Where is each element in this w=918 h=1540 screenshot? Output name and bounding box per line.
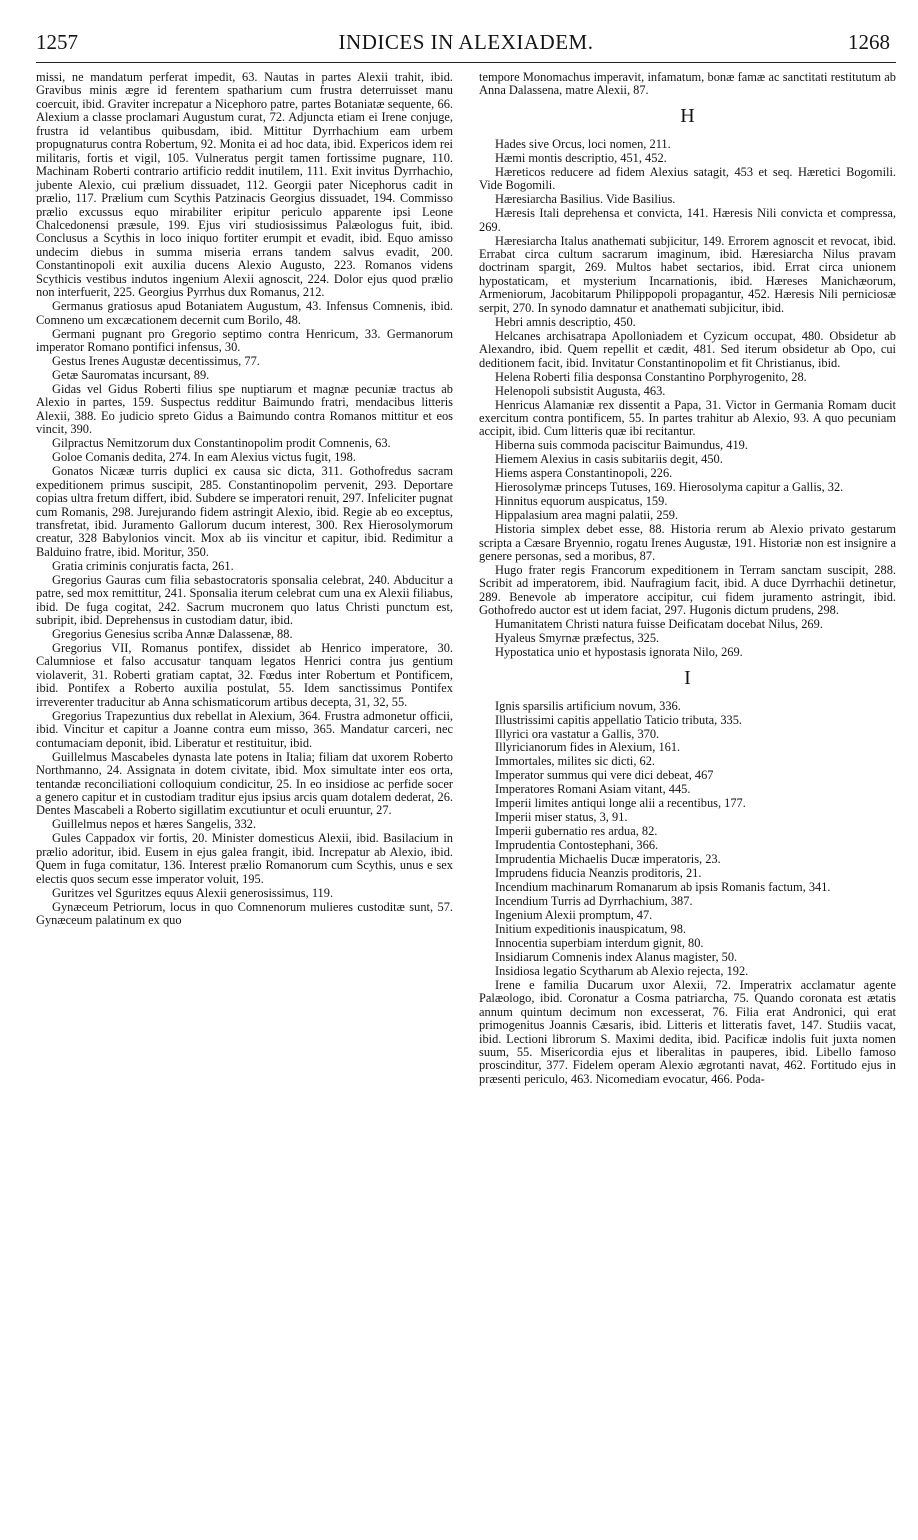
index-entry: Germani pugnant pro Gregorio septimo contra Henricum, 33. Germanorum imperator Romano pontifici infensus, 30. (36, 326, 453, 355)
index-entry: Hugo frater regis Francorum expeditionem in Terram sanctam suscipit, 288. Scribit ad imperatorem, ibid. Naufragium facit, ibid. A duce Dyrrhachii detinetur, 289. Benevole ab imperatore accipitur, cui fidem juramento astringit, ibid. Gothofredo auctor est ut idem faciat, 297. Hugonis dictum prudens, 298. (479, 562, 896, 618)
index-entry: Henricus Alamaniæ rex dissentit a Papa, 31. Victor in Germania Romam ducit exercitum contra pontificem, 55. In partes trahitur ab Alexio, 93. A quo pecuniam accipit, ibid. Cum litteris quæ ibi recitantur. (479, 397, 896, 439)
index-entry: Hierosolymæ princeps Tutuses, 169. Hierosolyma capitur a Gallis, 32. (495, 480, 844, 495)
index-entry: Hypostatica unio et hypostasis ignorata Nilo, 269. (495, 645, 743, 660)
index-entry: Hæresis Itali deprehensa et convicta, 141. Hæresis Nili convicta et compressa, 269. (479, 206, 896, 234)
index-entry: Insidiarum Comnenis index Alanus magister, 50. (495, 949, 738, 964)
index-entry: Helenopoli subsistit Augusta, 463. (495, 383, 666, 398)
index-entry: Hiemem Alexius in casis subitariis degit, 450. (495, 452, 723, 467)
index-entry: Imprudens fiducia Neanzis proditoris, 21. (495, 866, 702, 881)
index-entry: missi, ne mandatum perferat impedit, 63. Nautas in partes Alexii trahit, ibid. Gravibus minis ægre id ferentem spatharium cum frustra deterruisset manu coercuit, ibid. Graviter increpatur a Nicephoro patre, partes Botaniatæ sequente, 66. Alexium a classe proclamari Augustum curat, 72. Adjuncta etiam ei Irene conjuge, frustra id velantibus quibusdam, ibid. Mittitur Dyrrhachium eam urbem propugnaturus contra Robertum, 92. Monita ei ad hoc data, ibid. Expericos idem rei militaris, fortis et vigil, 105. Vulneratus pergit tamen fortissime pugnare, 110. Machinam Roberti contrario artificio reddit inutilem, 111. Exit invitus Dyrrhachio, jubente Alexio, cui prælium dissuadet, 112. Georgii pater Nicephorus cadit in prælio, 117. Prælium cum Scythis Patzinacis Georgius dissuadet, 194. Commisso prælio excussus equo mirabiliter eripitur periculo apparente ipsi Leone Chalcedonensi præsule, 199. Ejus viri studiosissimus Palæologus fuit, ibid. Conclusus a Scythis in loco iniquo fortiter erumpit et evadit, ibid. Equo amisso undecim diebus in summa miseria errans tandem salvus evadit, 200. Constantinopoli exit auxilia ducens Alexio Augusto, 223. Romanos videns Scythicis vestibus indutos ingenium Alexii agnoscit, 224. Dolor ejus quod prælio non interfuerit, 225. Georgius Pyrrhus dux Romanus, 212. (36, 70, 453, 300)
index-entry: Guillelmus Mascabeles dynasta late potens in Italia; filiam dat uxorem Roberto Northmanno, 24. Assignata in dotem civitate, ibid. Mox simultate inter eos orta, tentandæ reconciliationi colloquium condicitur, 25. In eo insidiose ac perfide socer a genero capitur et in custodiam traditur ejus ipsius arcis quam dotalem dederat, 26. Dentes Mascabeli a Roberto sigillatim excutiuntur et oculi eruuntur, 27. (36, 749, 453, 818)
index-entry: Germanus gratiosus apud Botaniatem Augustum, 43. Infensus Comnenis, ibid. Comneno um excæcationem decernit cum Borilo, 48. (36, 299, 453, 327)
right-column (479, 71, 896, 1087)
index-entry: Gratia criminis conjuratis facta, 261. (52, 558, 234, 573)
index-entry: Hinnitus equorum auspicatus, 159. (495, 494, 668, 509)
index-entry: Gregorius Trapezuntius dux rebellat in Alexium, 364. Frustra admonetur officii, ibid. Vincitur et capitur a Joanne contra eum misso, 365. Mandatur carceri, nec contumaciam deponit, ibid. Liberatur et restituitur, ibid. (36, 708, 453, 750)
page-number-right: 1268 (848, 30, 890, 54)
index-entry: Imperatores Romani Asiam vitant, 445. (495, 782, 691, 797)
entries-i (479, 700, 896, 1087)
index-entry: Helena Roberti filia desponsa Constantino Porphyrogenito, 28. (495, 369, 807, 384)
section-letter-h: H (680, 104, 695, 127)
running-title: INDICES IN ALEXIADEM. (338, 30, 594, 54)
index-entry: Hæresiarcha Italus anathemati subjicitur, 149. Errorem agnoscit et revocat, ibid. Errabat circa cultum sacrarum imaginum, ibid. Hæresiarcha Nilus pravam doctrinam spargit, 269. Multos habet sectarios, ibid. Errat circa unionem hypostaticam, et mysterium Incarnationis, ibid. Hæreses Manichæorum, Armeniorum, Jacobitarum Philippopoli propagantur, 452. Hæresis Nili perniciosæ serpit, 270. In synodo damnatur et anathemati subjicitur, ibid. (479, 233, 896, 315)
index-entry: Hiems aspera Constantinopoli, 226. (495, 466, 673, 481)
index-entry: Hæresiarcha Basilius. Vide Basilius. (495, 192, 676, 207)
index-entry: Insidiosa legatio Scytharum ab Alexio rejecta, 192. (495, 963, 749, 978)
index-entry: Guillelmus nepos et hæres Sangelis, 332. (52, 817, 257, 832)
index-entry: Ingenium Alexii promptum, 47. (495, 907, 653, 922)
entries-h (479, 138, 896, 660)
index-entry: Imprudentia Contostephani, 366. (495, 838, 659, 853)
index-entry: Incendium Turris ad Dyrrhachium, 387. (495, 893, 693, 908)
section-letter-i: I (684, 666, 691, 689)
index-entry: Gilpractus Nemitzorum dux Constantinopolim prodit Comnenis, 63. (52, 436, 391, 451)
index-entry: Gregorius Genesius scriba Annæ Dalassenæ, 88. (52, 627, 293, 642)
index-entry: Imperii gubernatio res ardua, 82. (495, 824, 658, 839)
index-columns (36, 71, 896, 1087)
index-entry: Historia simplex debet esse, 88. Historia rerum ab Alexio privato gestarum scripta a Cæsare Bryennio, rogatu Irenes Augustæ, 191. Historiæ non est insignire a genere personas, sed a moribus, 87. (479, 522, 896, 563)
index-entry: Getæ Sauromatas incursant, 89. (52, 367, 210, 382)
index-entry: Gregorius VII, Romanus pontifex, dissidet ab Henrico imperatore, 30. Calumniose et falso accusatur tanquam legatos Henrici contra jus gentium violaverit, 31. Roberti gratiam captat, 32. Fœdus inter Robertum et Pontificem, ibid. Pontifex a Roberto auxilia postulat, 55. Idem sanctissimus Pontifex irreverenter traducitur ab Anna schismaticorum artibus decepta, 31, 32, 55. (36, 641, 453, 709)
index-entry: Imperator summus qui vere dici debeat, 467 (495, 768, 714, 783)
index-entry: Hades sive Orcus, loci nomen, 211. (495, 136, 671, 151)
index-entry: Imperii miser status, 3, 91. (495, 810, 628, 825)
index-entry: Gules Cappadox vir fortis, 20. Minister domesticus Alexii, ibid. Basilacium in prælio adoritur, ibid. Eusem in ejus galea frangit, ibid. Increpatur ab Alexio, ibid. Quem in fuga comitatur, 136. Interest prælio Romanorum cum Scythis, unus e sex electis quos secum esse imperator voluit, 195. (36, 831, 453, 886)
index-entry: Hyaleus Smyrnæ præfectus, 325. (495, 631, 660, 646)
index-entry: Humanitatem Christi natura fuisse Deificatam docebat Nilus, 269. (495, 617, 823, 632)
page-header (36, 28, 896, 63)
index-entry: Helcanes archisatrapa Apolloniadem et Cyzicum occupat, 480. Obsidetur ab Alexandro, ibid. Quem repellit et cædit, 481. Sed iterum obsidetur ab Opo, cui deditionem facit, ibid. Invitatur Constantinopolim et fit Christianus, ibid. (479, 328, 896, 370)
index-entry: Guritzes vel Sguritzes equus Alexii generosissimus, 119. (52, 885, 334, 900)
index-entry: Ignis sparsilis artificium novum, 336. (495, 698, 681, 713)
index-entry-continued: tempore Monomachus imperavit, infamatum, bonæ famæ ac sanctitati restitutum ab Anna Dalassena, matre Alexii, 87. (479, 70, 896, 98)
index-entry: Imperii limites antiqui longe alii a recentibus, 177. (495, 796, 746, 811)
index-entry: Gonatos Nicææ turris duplici ex causa sic dicta, 311. Gothofredus sacram expeditionem primus suscipit, 285. Constantinopolim pervenit, 293. Deportare copias ultra fretum differt, ibid. Subdere se imperatori renuit, 297. Infeliciter pugnat cum Romanis, 298. Jurejurando fidem astringit Alexio, ibid. Regie ab eo exceptus, transfretat, ibid. Juramento Gallorum ducum interest, 300. Rex Hierosolymorum creatur, 328 Babylonios vincit. Mox ab iis vincitur et capitur, ibid. Redimitur a Balduino fratre, ibid. Moritur, 350. (36, 464, 453, 559)
index-entry: Illustrissimi capitis appellatio Taticio tributa, 335. (495, 712, 743, 727)
index-entry: Gestus Irenes Augustæ decentissimus, 77. (52, 354, 260, 369)
index-entry: Imprudentia Michaelis Ducæ imperatoris, 23. (495, 852, 721, 867)
index-entry: Hiberna suis commoda paciscitur Baimundus, 419. (495, 438, 748, 453)
left-column (36, 71, 453, 1087)
index-entry: Gidas vel Gidus Roberti filius spe nuptiarum et magnæ pecuniæ tractus ab Alexio in partes, 159. Suspectus redditur Baimundo fratri, mendacibus litteris Alexii, 388. Eo judicio spreto Gidus a Baimundo contra Romanos mittitur et eos vincit, 390. (36, 381, 453, 437)
index-entry: Illyricianorum fides in Alexium, 161. (495, 740, 681, 755)
index-entry: Hippalasium area magni palatii, 259. (495, 508, 679, 523)
index-entry: Hebri amnis descriptio, 450. (495, 314, 636, 329)
index-entry: Gregorius Gauras cum filia sebastocratoris sponsalia celebrat, 240. Abducitur a patre, sed mox remittitur, 241. Sponsalia iterum celebrat cum una ex Alexii filiabus, ibid. De fuga cogitat, 242. Sacrum mucronem quo latus Christi punctum est, subripit, ibid. Deprehensus in custodiam datur, ibid. (36, 572, 453, 628)
index-entry: Hæreticos reducere ad fidem Alexius satagit, 453 et seq. Hæretici Bogomili. Vide Bogomili. (479, 164, 896, 193)
page-number-left: 1257 (36, 30, 78, 54)
index-entry: Innocentia superbiam interdum gignit, 80. (495, 935, 704, 950)
index-entry: Irene e familia Ducarum uxor Alexii, 72. Imperatrix acclamatur agente Palæologo, ibid. Coronatur a Cosma patriarcha, 75. Quando coronata est ætatis annum quintum decimum non excesserat, 76. Filia erat Andronici, qui erat primogenitus Joannis Cæsaris, ibid. Litteris et litteratis favet, 147. Studiis vacat, ibid. Lectioni librorum S. Maximi dedita, ibid. Pacificæ indolis fuit juxta nomen suum, 55. Misericordia ejus et liberalitas in pauperes, ibid. Libello famoso proscinditur, 377. Fidelem operam Alexio ægrotanti navat, 462. Fortitudo ejus in præsenti periculo, 463. Nicomediam evocatur, 466. Poda- (479, 977, 896, 1086)
index-entry: Incendium machinarum Romanarum ab ipsis Romanis factum, 341. (495, 880, 831, 895)
index-entry: Immortales, milites sic dicti, 62. (495, 754, 656, 769)
index-entry: Initium expeditionis inauspicatum, 98. (495, 921, 686, 936)
index-entry: Gynæceum Petriorum, locus in quo Comnenorum mulieres custoditæ sunt, 57. Gynæceum palatinum ex quo (36, 899, 453, 928)
index-entry: Hæmi montis descriptio, 451, 452. (495, 150, 667, 165)
index-entry: Illyrici ora vastatur a Gallis, 370. (495, 726, 660, 741)
index-entry: Goloe Comanis dedita, 274. In eam Alexius victus fugit, 198. (52, 450, 356, 465)
